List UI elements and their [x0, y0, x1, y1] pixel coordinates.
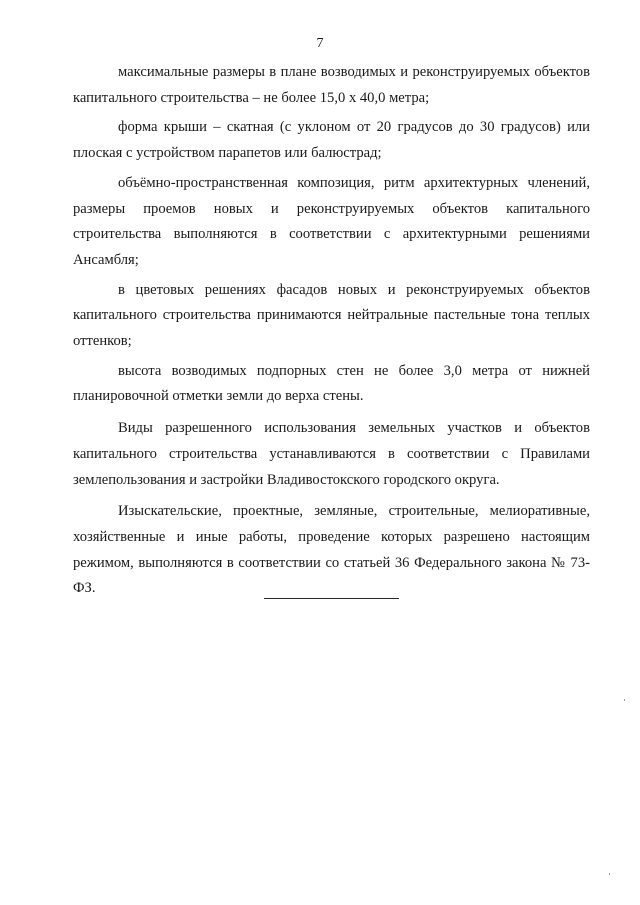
paragraph-composition: объёмно-пространственная композиция, ритм архитектурных членений, размеры проемов новых и реконструируемых объектов капитального строительства выполняются в соответствии с архитектурными решениями Ансамбля;	[73, 174, 590, 268]
paragraph-facade-colors: в цветовых решениях фасадов новых и реконструируемых объектов капитального строительства принимаются нейтральные пастельные тона теплых оттенков;	[73, 281, 590, 350]
document-body	[73, 60, 590, 602]
paragraph-max-dimensions: максимальные размеры в плане возводимых и реконструируемых объектов капитального строительства – не более 15,0 х 40,0 метра;	[73, 64, 590, 106]
paragraph-roof-form: форма крыши – скатная (с уклоном от 20 градусов до 30 градусов) или плоская с устройством парапетов или балюстрад;	[73, 119, 590, 162]
end-divider-line	[264, 598, 399, 599]
page-number: 7	[316, 36, 324, 51]
scan-speck	[624, 699, 625, 701]
scan-speck	[609, 873, 610, 875]
paragraph-retaining-walls: высота возводимых подпорных стен не более 3,0 метра от нижней планировочной отметки земли до верха стены.	[73, 362, 590, 405]
paragraph-works: Изыскательские, проектные, земляные, строительные, мелиоративные, хозяйственные и иные работы, проведение которых разрешено настоящим режимом, выполняются в соответствии со статьей 36 Федерального закона № 73-ФЗ.	[73, 503, 590, 597]
paragraph-permitted-use: Виды разрешенного использования земельных участков и объектов капитального строительства устанавливаются в соответствии с Правилами землепользования и застройки Владивостокского городского округа.	[73, 420, 590, 488]
